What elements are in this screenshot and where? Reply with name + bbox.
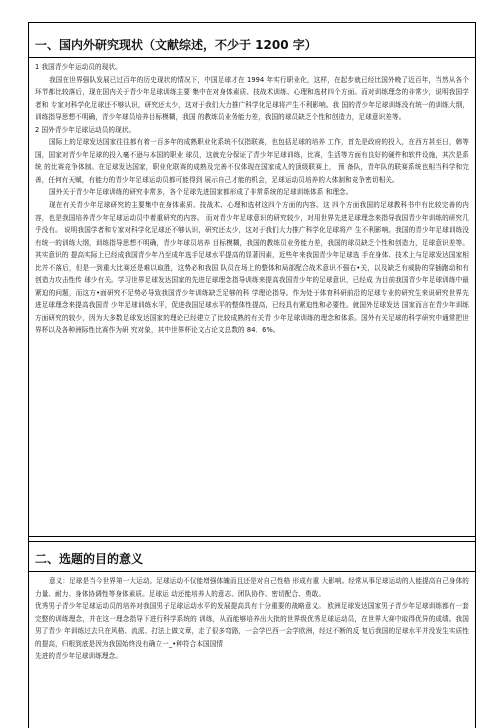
paragraph: 国外关于青少年足球训练的研究非常多，各个足球先进国家都形成了非常系统的足球训练体系 和理念。 (49, 188, 353, 197)
paragraph: 现在有关青少年足球研究的主要集中在身体素质、技战术、心理和选材这四个方面的内容。这 四个方面我国的足球教科书中有比较完善的内容，也是我国培养青少年足球运动员中着重研究的内容。 而对青少年足球意识的研究较少，对用世界先进足球理念来指导我国青少年训练的研究几乎没有。 说明我国学者和专家对科学化足球还不够认识，研究还太少，这对于我们大力推广科学化足球将产 生不利影响。我国的青少年足球训练没有统一的训练大纲，训练指导思想不明确，青少年球员培养 目标模糊，我国的教练员业务能力差，我国的球员缺乏个性和创造力，足球意识差等。其实意识的 提高实际上已经成我国青少年乃至成年选手足球水平提高的显著因素，近些年来我国青少年足球选 手在身体、技术上与足球发达国家相比并不落后，但是一到重大比赛还是难以取胜，这势必和我国 队员在场上的整体和局部配合战术意识不强右•关，以及缺乏有威胁的穿插跑动和有创造力攻击性传 球少有关。学习世界足球发达国家的先进足球理念指导训练来提高我国青少年的足球意识，已经成 为目前我国青少年足球训练中最紧迫的问题，而这方•面研究不足势必导致我国青少年训练缺乏足够的科 学理论指导。作为处于体育科研前沿的足球专业的研究生来说研究世界先进足球理念来提高我国青 少年足球训练水平，促进我国足球水平的整体性提高，已经具有紧迫性和必要性。就国外足球发达 国家而言在青少年训练方面研究的较少，因为大多数足球发达国家的理论已经建立了比较成熟的有关青 少年足球训练的理念和体系。国外有关足球的科学研究中通常把世界杯以及各种洲际性比赛作为研 究对象，其中世界杯论文占论文总数的 84．6%。 (35, 201, 469, 335)
section-purpose-significance (28, 536, 476, 728)
paragraph: 我国在世界强队发展已过百年的历史现状的情况下，中国足球才在 1994 年实行职业化，这样，在起步就已经比国外晚了近百年，当然从各个环节都比较落后，现在国内关于青少年足球训练主要 集中在对身体素质、技战术训练、心理和选材四个方面。而对训练理念的非常少，说明我国学者和 专家对科学化足球还不够认识，研究还太少，这对于我们大力推广科学化足球将产生不利影响。我 国的青少年足球训练没有统一的训练大纲，训练指导思想不明确，青少年球员培养目标模糊，我国 的教练员业务能力差，我国的球员缺乏个性和创造力，足球意识差等。 (35, 75, 469, 122)
paragraph: 意义：足球是当今世界第一大运动。足球运动不仅能增强体魄而且还是对自己性格 形成有重 大影响。经常从事足球运动的人能提高自己身体的力量、耐力、身体协调性等身体素质。足球运 动还能培养人的意志、团队协作、密切配合、勇敢。 (35, 577, 469, 598)
paragraph: 2 国外青少年足球运动员的现状。 (35, 125, 136, 134)
paragraph: 1 我国青少年运动员的现状。 (35, 63, 122, 71)
section-literature-review (28, 22, 476, 542)
section-title-literature-review: 一、国内外研究现状（文献综述，不少于 1200 字） (29, 23, 475, 58)
section-title-purpose-significance: 二、选题的目的意义 (29, 537, 475, 572)
section-body-purpose-significance (29, 572, 475, 663)
paragraph: 先进的青少年足球训练理念。 (35, 652, 123, 661)
section-body-literature-review (29, 58, 475, 337)
paragraph: 优秀男子青少年足球运动员的培养对我国男子足球运动水平的发展提高具有十分重要的战略意义。 欧洲足球发达国家男子青少年足球训练都有一套完整的训练理念，并在这一理念指导下进行科学系统的 训练，从而能够培养出大批的世界级优秀足球运动员，在世界大赛中取得优异的成绩。我国男了青少 年训练过去只在风格、流派、打法上做文章，走了很多弯路，一会学巴西一会学欧洲，经过不断的反 复后我国的足球水平并没发生实质性的提高，归根到底是因为我国始终没有确立一_•种符合本国国情 (35, 602, 469, 648)
paragraph: 国际上的足球发达国家往往都有着一百多年的成熟职业化系统不仅指联赛，也包括足球的培养 工作，首先是政府的投入，在西方甚至日，韩等国，国家对青少年足球的投入毫不逊与本国的职业 球员，这就充分保证了青少年足球训练，比赛，生活等方面有良好的硬件和软件设施，其次是系统 的比赛竞争体制。在足球发达国家，职业化联赛的成熟及完善不仅体现在国家成人的顶级联赛上， 预 备队，青年队的联赛系统也相当科学和完善，任何有天赋，有能力的青少年足球运动员都可能得到 展示自己才能的机会，足球运动员培养的大体制和竞争密切相关。 (35, 138, 469, 184)
